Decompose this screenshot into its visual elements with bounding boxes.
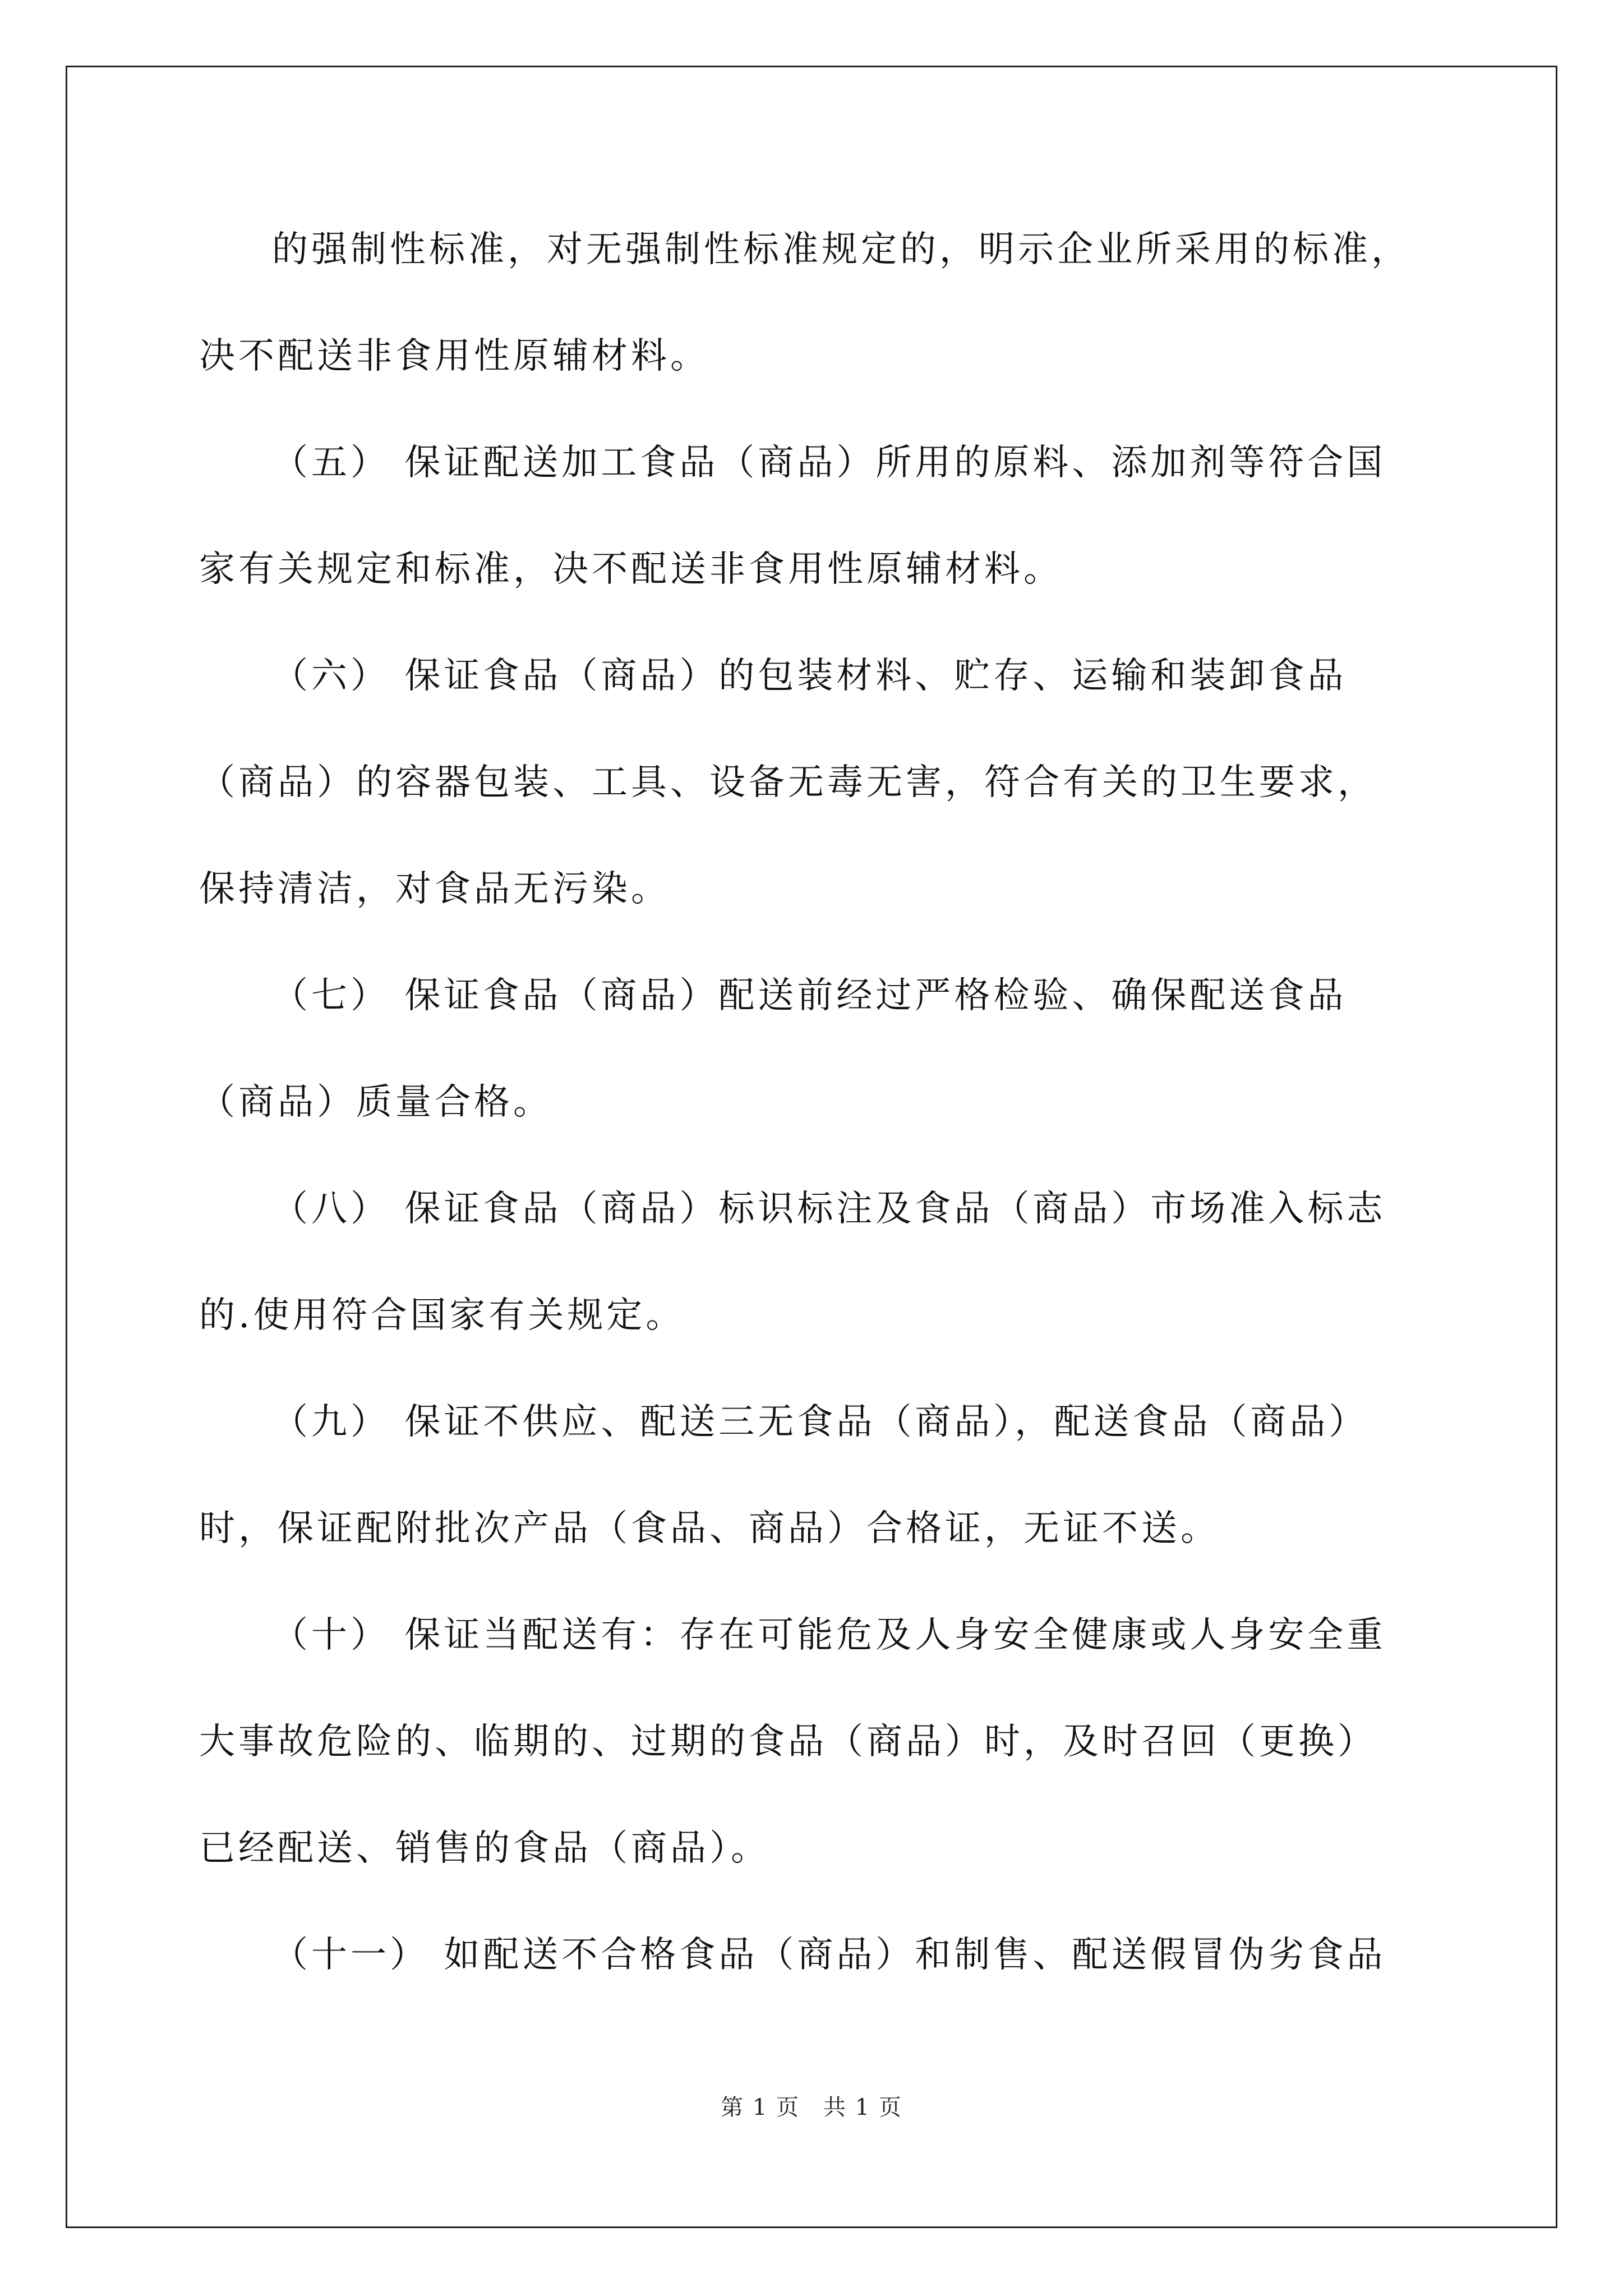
text-line: 的.使用符合国家有关规定。 [199,1295,685,1336]
paragraph-9-start: （九） 保证不供应、配送三无食品（商品），配送食品（商品） [272,1401,1368,1443]
paragraph-5-start: （五） 保证配送加工食品（商品）所用的原料、添加剂等符合国 [272,442,1386,484]
paragraph-11-start: （十一） 如配送不合格食品（商品）和制售、配送假冒伪劣食品 [272,1934,1386,1976]
document-body [199,222,1433,2033]
text-line: （商品）的容器包装、工具、设备无毒无害，符合有关的卫生要求， [199,762,1377,803]
text-line: 的强制性标准，对无强制性标准规定的，明示企业所采用的标准， [272,229,1410,270]
text-line: 家有关规定和标准，决不配送非食用性原辅材料。 [199,549,1063,590]
paragraph-6-start: （六） 保证食品（商品）的包装材料、贮存、运输和装卸食品 [272,655,1347,697]
text-line: （商品）质量合格。 [199,1082,552,1123]
text-line: 已经配送、销售的食品（商品）。 [199,1828,770,1869]
paragraph-7-start: （七） 保证食品（商品）配送前经过严格检验、确保配送食品 [272,975,1347,1016]
text-line: 时，保证配附批次产品（食品、商品）合格证，无证不送。 [199,1508,1220,1549]
text-line: 决不配送非食用性原辅材料。 [199,335,709,377]
paragraph-8-start: （八） 保证食品（商品）标识标注及食品（商品）市场准入标志 [272,1188,1386,1230]
text-line: 保持清洁，对食品无污染。 [199,868,670,910]
paragraph-10-start: （十） 保证当配送有：存在可能危及人身安全健康或人身安全重 [272,1614,1386,1656]
text-line: 大事故危险的、临期的、过期的食品（商品）时，及时召回（更换） [199,1721,1377,1763]
page-number-footer: 第 1 页 共 1 页 [721,2095,902,2120]
